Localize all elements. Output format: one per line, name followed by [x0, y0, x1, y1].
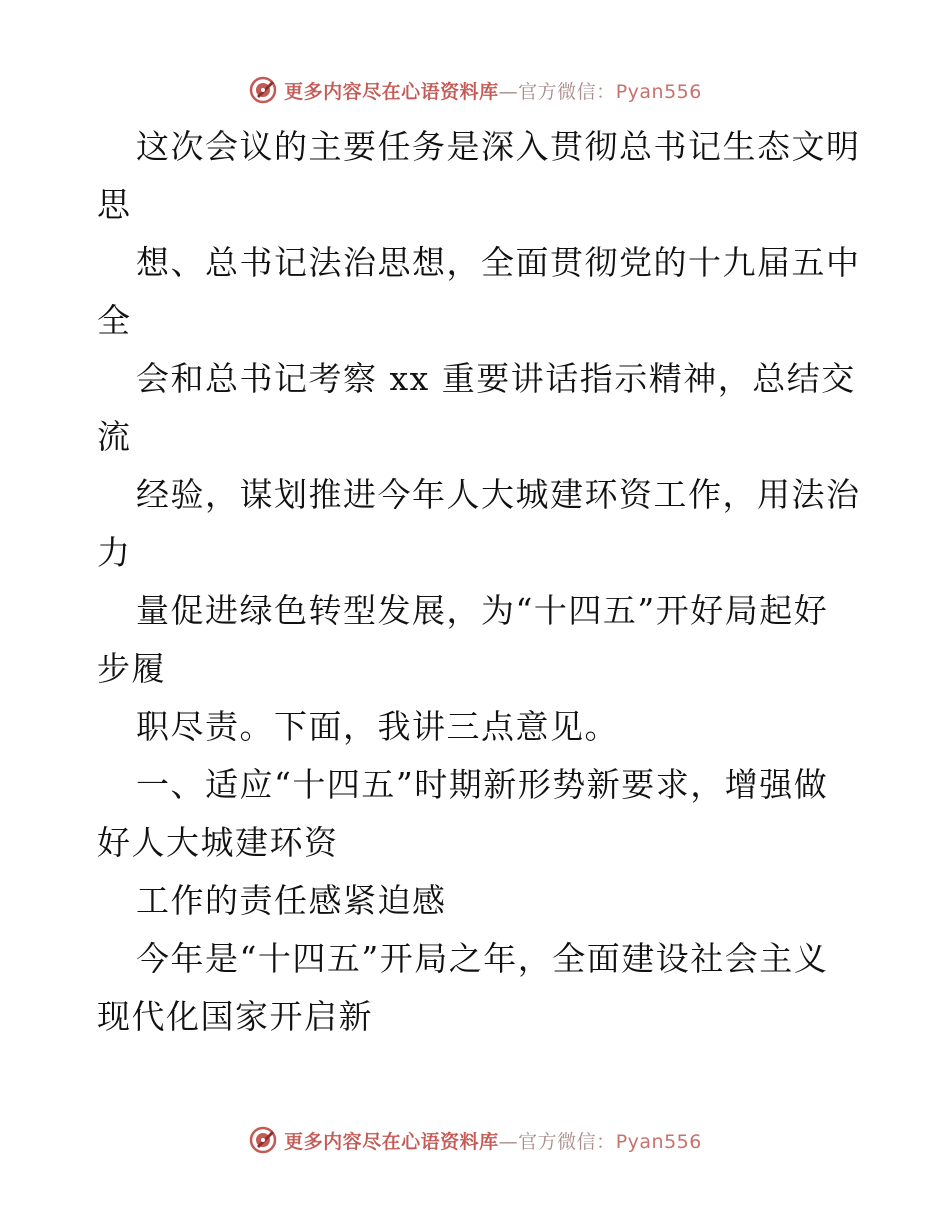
- watermark-main: 更多内容尽在心语资料库: [284, 1130, 499, 1153]
- watermark-account: Pyan556: [615, 80, 702, 103]
- pen-logo-icon: [248, 1125, 278, 1155]
- text-line: 流: [97, 417, 132, 456]
- section-heading-line: 工作的责任感紧迫感: [136, 881, 447, 920]
- text-line: 力: [97, 533, 132, 572]
- text-line: 全: [97, 301, 132, 340]
- text-line: 今年是“十四五”开局之年，全面建设社会主义: [136, 939, 829, 978]
- watermark-account: Pyan556: [615, 1130, 702, 1153]
- text-line: 步履: [97, 649, 166, 688]
- text-line: 会和总书记考察 xx 重要讲话指示精神，总结交: [136, 359, 856, 398]
- watermark-sub: 官方微信：: [518, 1130, 616, 1153]
- watermark-text: [284, 1127, 702, 1154]
- text-line: 经验，谋划推进今年人大城建环资工作，用法治: [136, 475, 861, 514]
- text-line: 思: [97, 185, 132, 224]
- watermark-dash: —: [498, 1130, 519, 1153]
- text-line: 量促进绿色转型发展，为“十四五”开好局起好: [136, 591, 829, 630]
- text-line: 职尽责。下面，我讲三点意见。: [136, 707, 619, 746]
- text-line: 这次会议的主要任务是深入贯彻总书记生态文明: [136, 127, 861, 166]
- text-line: 想、总书记法治思想，全面贯彻党的十九届五中: [136, 243, 861, 282]
- watermark-sub: 官方微信：: [518, 80, 616, 103]
- pen-logo-icon: [248, 75, 278, 105]
- text-line: 现代化国家开启新: [97, 997, 373, 1036]
- watermark-main: 更多内容尽在心语资料库: [284, 80, 499, 103]
- header-watermark: [0, 70, 950, 110]
- watermark-dash: —: [498, 80, 519, 103]
- document-body: [97, 118, 861, 1046]
- section-heading-line: 一、适应“十四五”时期新形势新要求，增强做: [136, 765, 829, 804]
- watermark-text: [284, 77, 702, 104]
- section-heading-line: 好人大城建环资: [97, 823, 339, 862]
- footer-watermark: [0, 1120, 950, 1160]
